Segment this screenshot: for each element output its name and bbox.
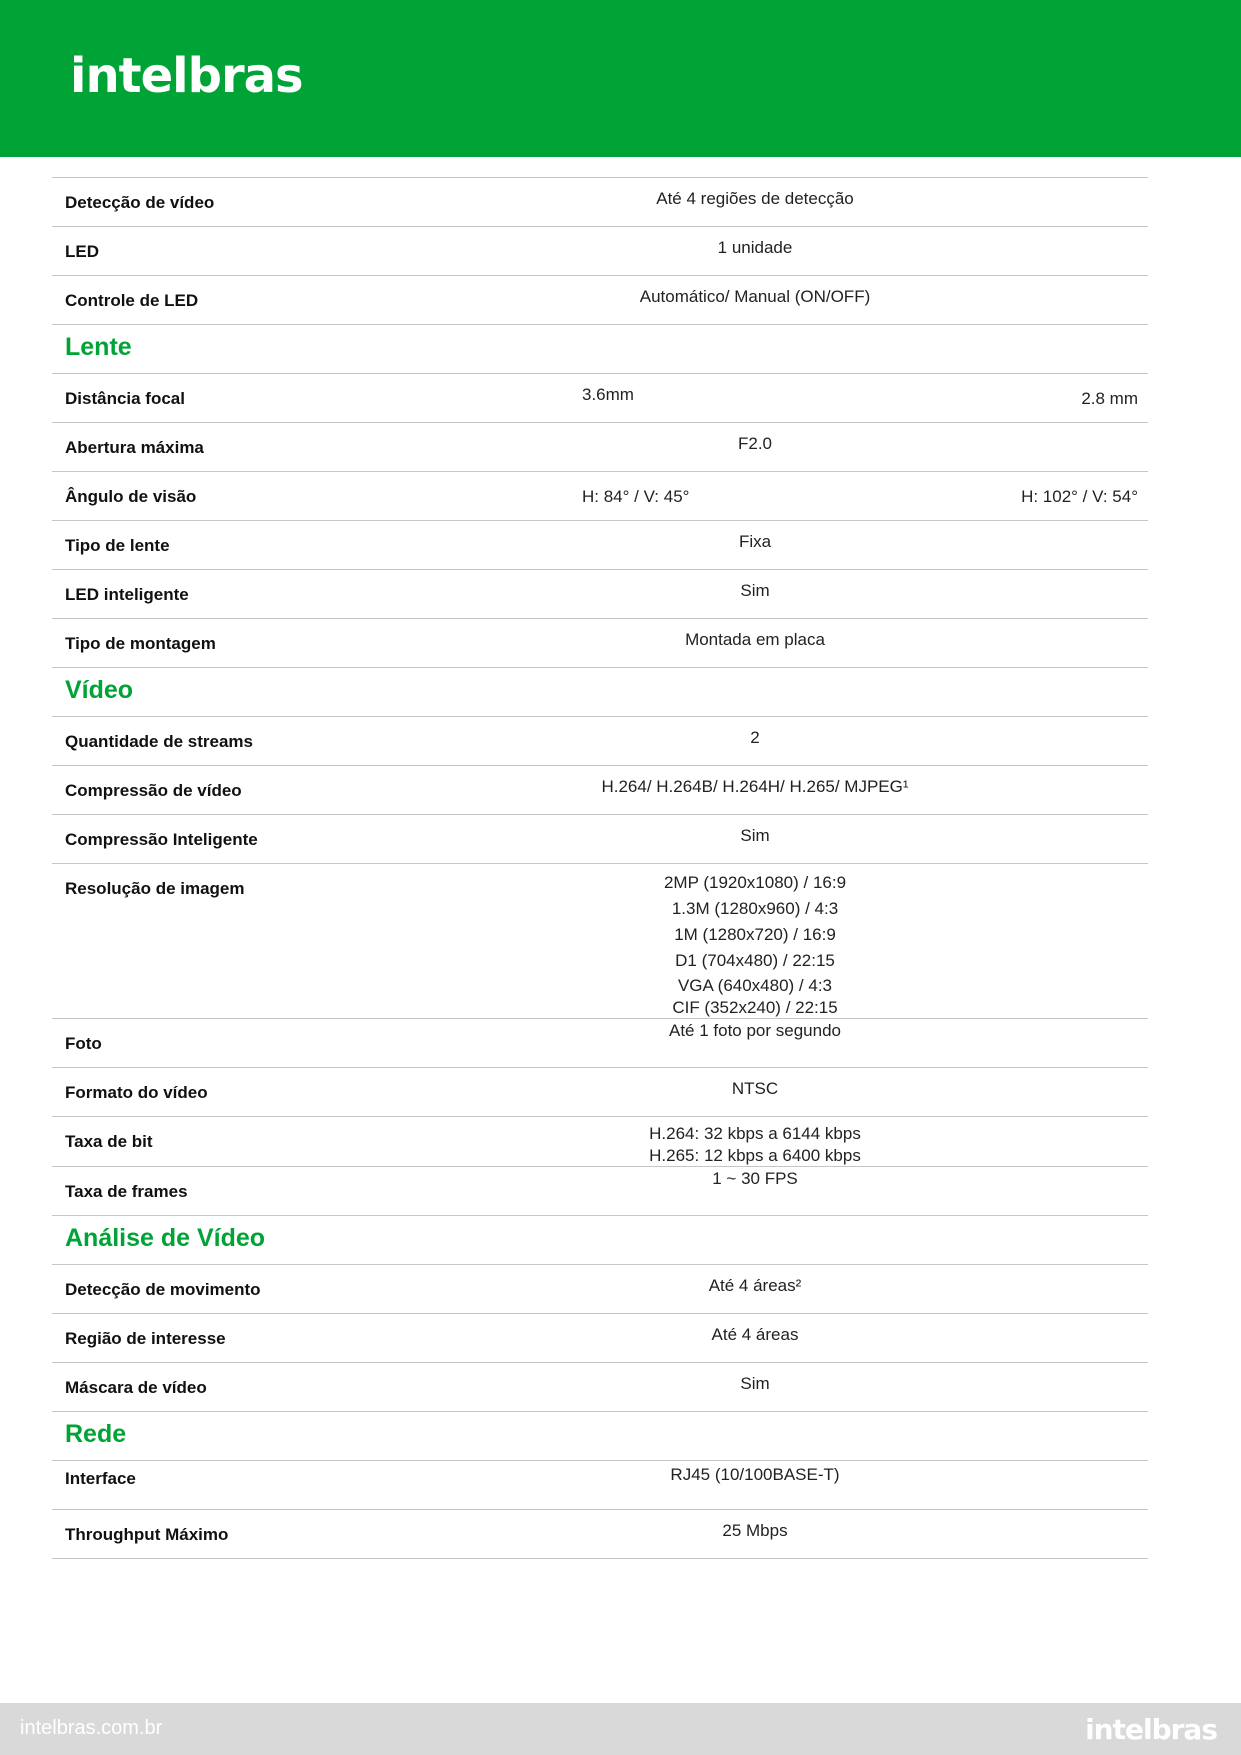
table-row <box>52 422 1148 471</box>
row-value: Até 1 foto por segundo <box>668 1021 842 1040</box>
section-row-lente <box>52 324 1148 373</box>
row-label: Interface <box>65 1469 136 1488</box>
resolution-item: D1 (704x480) / 22:15 <box>675 951 835 970</box>
table-row <box>52 1362 1148 1411</box>
row-value: 1 ~ 30 FPS <box>712 1169 798 1188</box>
table-row <box>52 1116 1148 1166</box>
row-value: NTSC <box>731 1079 779 1098</box>
row-label: Controle de LED <box>65 291 199 310</box>
table-row <box>52 275 1148 324</box>
row-value: Sim <box>740 1374 770 1393</box>
row-label: Tipo de montagem <box>65 634 216 653</box>
row-value: RJ45 (10/100BASE-T) <box>670 1465 840 1484</box>
table-row <box>52 716 1148 765</box>
footer-logo: intelbras <box>1085 1713 1217 1746</box>
row-value-b: 2.8 mm <box>1081 389 1138 408</box>
row-value-a: 3.6mm <box>582 385 634 404</box>
row-value: Até 4 regiões de detecção <box>656 189 854 208</box>
row-value: Montada em placa <box>685 630 825 649</box>
table-row <box>52 177 1148 226</box>
row-value: 2 <box>750 728 760 747</box>
row-value: 25 Mbps <box>722 1521 788 1540</box>
resolution-list <box>52 870 1148 1018</box>
row-value: F2.0 <box>737 434 773 453</box>
table-row <box>52 373 1148 422</box>
row-label: Ângulo de visão <box>65 487 197 506</box>
table-row <box>52 1018 1148 1067</box>
table-row <box>52 520 1148 569</box>
resolution-item: 2MP (1920x1080) / 16:9 <box>663 873 847 892</box>
table-row <box>52 226 1148 275</box>
table-row <box>52 863 1148 1018</box>
table-row <box>52 814 1148 863</box>
section-title: Análise de Vídeo <box>65 1224 266 1252</box>
row-label: Taxa de bit <box>65 1132 153 1151</box>
row-label: Máscara de vídeo <box>65 1378 207 1397</box>
footer-bar <box>0 1703 1241 1755</box>
table-row <box>52 1264 1148 1313</box>
row-label: Detecção de movimento <box>65 1280 261 1299</box>
resolution-item: VGA (640x480) / 4:3 <box>677 976 833 995</box>
row-label: LED inteligente <box>65 585 189 604</box>
row-label: Compressão de vídeo <box>65 781 242 800</box>
bitrate-h264: H.264: 32 kbps a 6144 kbps <box>649 1124 861 1143</box>
row-label: Taxa de frames <box>65 1182 188 1201</box>
row-value: Fixa <box>738 532 772 551</box>
row-label: Distância focal <box>65 389 185 408</box>
table-row <box>52 471 1148 520</box>
resolution-item: 1.3M (1280x960) / 4:3 <box>671 899 839 918</box>
header-bar <box>0 0 1241 157</box>
resolution-item: CIF (352x240) / 22:15 <box>672 998 838 1017</box>
row-label: LED <box>65 242 99 261</box>
spec-table <box>52 177 1148 1559</box>
row-value: Até 4 áreas <box>711 1325 799 1344</box>
table-row <box>52 1067 1148 1116</box>
row-label: Resolução de imagem <box>65 879 245 898</box>
resolution-item: 1M (1280x720) / 16:9 <box>674 925 836 944</box>
row-value-a: H: 84° / V: 45° <box>582 487 690 506</box>
row-value: Sim <box>740 826 770 845</box>
bitrate-h265: H.265: 12 kbps a 6400 kbps <box>649 1146 861 1165</box>
bitrate-values <box>52 1123 1148 1167</box>
row-label: Throughput Máximo <box>65 1525 229 1544</box>
table-row <box>52 1313 1148 1362</box>
row-label: Região de interesse <box>65 1329 226 1348</box>
table-row <box>52 1509 1148 1559</box>
row-label: Abertura máxima <box>65 438 204 457</box>
row-label: Tipo de lente <box>65 536 170 555</box>
footer-url: intelbras.com.br <box>20 1717 163 1739</box>
section-row-rede <box>52 1411 1148 1460</box>
table-row <box>52 618 1148 667</box>
row-value: Sim <box>740 581 770 600</box>
section-row-video <box>52 667 1148 716</box>
row-label: Formato do vídeo <box>65 1083 208 1102</box>
row-label: Compressão Inteligente <box>65 830 258 849</box>
row-value: Automático/ Manual (ON/OFF) <box>639 287 871 306</box>
table-row <box>52 765 1148 814</box>
section-row-analise <box>52 1215 1148 1264</box>
row-value-b: H: 102° / V: 54° <box>1021 487 1138 506</box>
section-title: Lente <box>65 333 132 361</box>
row-label: Foto <box>65 1034 102 1053</box>
row-value: Até 4 áreas² <box>708 1276 802 1295</box>
section-title: Vídeo <box>65 676 134 704</box>
row-value: 1 unidade <box>717 238 793 257</box>
table-row <box>52 1460 1148 1509</box>
row-label: Detecção de vídeo <box>65 193 215 212</box>
row-label: Quantidade de streams <box>65 732 254 751</box>
table-row <box>52 1166 1148 1215</box>
row-value: H.264/ H.264B/ H.264H/ H.265/ MJPEG¹ <box>601 777 909 796</box>
section-title: Rede <box>65 1420 127 1448</box>
table-row <box>52 569 1148 618</box>
brand-logo: intelbras <box>70 48 303 104</box>
